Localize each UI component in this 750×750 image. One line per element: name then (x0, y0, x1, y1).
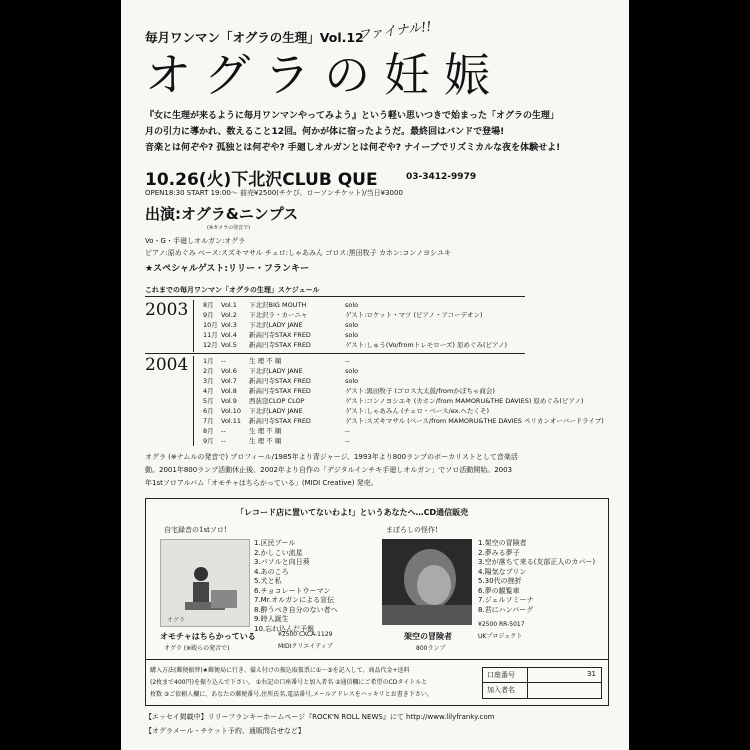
right-label: UKプロジェクト (478, 633, 523, 640)
schedule-row (197, 406, 577, 416)
schedule-rule-mid (145, 353, 525, 354)
schedule-row (197, 436, 577, 446)
schedule-guest: solo (345, 321, 359, 329)
special-guest: ★スペシャルゲスト:リリー・フランキー (145, 264, 309, 274)
track-item: 1.架空の冒険者 (478, 539, 527, 547)
schedule-venue: 生 理 不 順 (249, 357, 282, 365)
intro-line-2: 月の引力に導かれ、数えること12回。何かが体に宿ったようだ。最終回はバンドで登場! (145, 127, 505, 137)
year-2003: 2003 (145, 300, 189, 320)
performers-heading: 出演:オグラ&ニンプス (145, 205, 299, 223)
svg-text:オグラ: オグラ (167, 617, 185, 624)
left-price: ¥2500 CXCA-1129 (278, 631, 333, 638)
ticket-info: OPEN18:30 START 19:00〜 前売¥2500(チケぴ、ローソンチケット)/当日¥3000 (145, 189, 403, 197)
order-line-2: (2枚まで400円)を振り込んで下さい。 ①右記の口座番号と加入者名 ②通信欄にご希望のCDタイトルと (150, 679, 428, 686)
schedule-row (197, 340, 577, 350)
schedule-month: 3月 (203, 377, 214, 385)
schedule-guest: -- (345, 357, 350, 365)
schedule-month: 9月 (203, 437, 214, 445)
account-label: 口座番号 (487, 671, 515, 679)
left-caption: 自宅録音の1stソロ! (164, 526, 227, 534)
portrait-cover-icon (382, 539, 472, 625)
schedule-venue: 生 理 不 順 (249, 427, 282, 435)
left-artist: オグラ (※殿らの発音で) (164, 645, 230, 652)
schedule-row (197, 330, 577, 340)
members-line-2: ピアノ:原めぐみ ベース:スズキマサル チェロ:しゃあみん ゴロス:黒田牧子 カホン:コンノヨシユキ (145, 249, 451, 257)
schedule-row (197, 376, 577, 386)
schedule-guest: solo (345, 377, 359, 385)
schedule-row (197, 396, 584, 406)
track-item: 3.パソルと向日葵 (254, 558, 310, 566)
track-item: 4.陽気なプリン (478, 567, 527, 576)
track-item: 10.忘れ込んだ予報 (254, 624, 315, 633)
schedule-row (197, 386, 577, 396)
event-date-venue: 10.26(火)下北沢CLUB QUE (145, 170, 378, 190)
album-cover-art-icon (161, 540, 249, 626)
schedule-vol: -- (221, 437, 226, 445)
schedule-guest: -- (345, 427, 350, 435)
schedule-vol: Vol.1 (221, 301, 237, 309)
year-2003-bracket (193, 300, 194, 352)
schedule-vol: Vol.10 (221, 407, 242, 415)
left-album-title: オモチャはちらかっている (160, 632, 256, 641)
schedule-venue: 新高円寺STAX FRED (249, 377, 311, 385)
schedule-venue: 下北沢ラ・カーニャ (249, 311, 308, 319)
schedule-row (197, 310, 577, 320)
schedule-venue: 下北沢LADY JANE (249, 407, 303, 415)
schedule-vol: Vol.4 (221, 331, 237, 339)
schedule-vol: Vol.9 (221, 397, 237, 405)
track-item: 4.あのころ (254, 567, 289, 576)
account-number: 31 (587, 670, 596, 678)
schedule-guest: ゲスト:しゃあみん (チェロ・ベース/ex.へたくそ) (345, 407, 490, 415)
track-item: 1.区民プール (254, 539, 296, 547)
schedule-month: 9月 (203, 311, 214, 319)
schedule-vol: Vol.6 (221, 367, 237, 375)
order-divider (146, 659, 608, 660)
schedule-guest: ゲスト:黒田牧子 (ゴロス大太鼓/fromかぼちゃ商会) (345, 387, 495, 395)
schedule-venue: 新高円寺STAX FRED (249, 387, 311, 395)
schedule-guest: ゲスト:ロケット・マツ (ピアノ・アコーデオン) (345, 311, 483, 319)
series-line: 毎月ワンマン「オグラの生理」Vol.12 (145, 30, 364, 45)
right-album-cover (382, 539, 472, 625)
track-item: 2.かしこい流星 (254, 548, 303, 557)
track-item: 5.犬と私 (254, 577, 282, 585)
schedule-month: 8月 (203, 301, 214, 309)
account-row-rule (483, 682, 601, 683)
track-item: 5.30代の挫折 (478, 577, 522, 585)
track-item: 7.ジェルソミーナ (478, 596, 534, 604)
schedule-row (197, 300, 577, 310)
schedule-month: 5月 (203, 397, 214, 405)
cd-box-header: 「レコード店に置いてないわよ!」というあなたへ…CD通信販売 (236, 508, 469, 517)
schedule-vol: Vol.7 (221, 377, 237, 385)
schedule-vol: Vol.8 (221, 387, 237, 395)
cd-order-box (145, 498, 609, 706)
schedule-row (197, 426, 577, 436)
schedule-vol: -- (221, 427, 226, 435)
right-artist: 800ランプ (416, 645, 446, 652)
track-item: 6.チョコレートウーマン (254, 586, 331, 595)
track-item: 9.時人誕生 (254, 615, 289, 623)
schedule-2003 (197, 300, 577, 352)
profile-line-2: 動。2001年800ランプ活動休止後、2002年より自作の「デジタルインチキ手廻しオルガン」でソロ活動開始。2003 (145, 466, 513, 474)
schedule-guest: solo (345, 367, 359, 375)
final-label: ファイナル!! (356, 19, 433, 44)
schedule-guest: ゲスト:スズキマサル (ベース/from MAMORU&THE DAVIES ペリカンオーバードライブ) (345, 417, 604, 425)
schedule-guest: -- (345, 437, 350, 445)
schedule-month: 1月 (203, 357, 214, 365)
right-price: ¥2500 RR-5017 (478, 621, 525, 628)
schedule-venue: 新高円寺STAX FRED (249, 331, 311, 339)
schedule-venue: 下北沢LADY JANE (249, 321, 303, 329)
year-2004-bracket (193, 356, 194, 446)
schedule-venue: 新高円寺STAX FRED (249, 417, 311, 425)
track-item: 6.夢の観覧車 (478, 586, 520, 595)
schedule-vol: Vol.5 (221, 341, 237, 349)
schedule-venue: 生 理 不 順 (249, 437, 282, 445)
profile-line-3: 年1stソロアルバム「オモチャはちらかっている」(MIDI Creative) 発売。 (145, 479, 378, 487)
schedule-2004 (197, 356, 604, 448)
schedule-venue: 下北沢BIG MOUTH (249, 301, 307, 309)
schedule-guest: solo (345, 331, 359, 339)
intro-line-1: 『女に生理が来るように毎月ワンマンやってみよう』という軽い思いつきで始まった「オグラの生理」 (145, 111, 559, 121)
schedule-row (197, 356, 577, 366)
schedule-rule-top (145, 296, 525, 297)
track-item: 8.酔うべき自分のない者へ (254, 605, 338, 614)
right-album-title: 架空の冒険者 (404, 632, 452, 641)
schedule-vol: Vol.11 (221, 417, 242, 425)
members-line-1: Vo・G・手廻しオルガン:オグラ (145, 237, 246, 245)
left-label: MIDIクリエイティブ (278, 643, 333, 650)
right-caption: まぼろしの怪作! (386, 526, 438, 534)
track-item: 7.Mr.オルガンによる宣伝 (254, 596, 335, 604)
footer-line-1: 【エッセイ掲載中】リリーフランキーホームページ『ROCK'N ROLL NEWS』にて http://www.lilyfranky.com (145, 713, 495, 721)
intro-line-3: 音楽とは何ぞや? 孤独とは何ぞや? 手廻しオルガンとは何ぞや? ナイーブでリズミカルな夜を体験せよ! (145, 143, 561, 153)
track-item: 8.君にハンバーグ (478, 605, 534, 614)
performers-note: (※ガメラの発音で) (207, 225, 251, 231)
account-col-rule (527, 668, 528, 698)
schedule-month: 7月 (203, 417, 214, 425)
schedule-month: 11月 (203, 331, 218, 339)
left-tracklist (254, 539, 338, 634)
left-album-cover (160, 539, 250, 627)
schedule-heading: これまでの毎月ワンマン「オグラの生理」スケジュール (145, 286, 320, 294)
order-line-1: 購入方法(郵便振替)★郵便局に行き、備え付けの振込取扱票に①〜③を記入して、商品代金+送料 (150, 667, 410, 674)
schedule-venue: 西荻窪CLOP CLOP (249, 397, 305, 405)
schedule-venue: 新高円寺STAX FRED (249, 341, 311, 349)
schedule-month: 4月 (203, 387, 214, 395)
right-tracklist (478, 539, 595, 615)
schedule-month: 12月 (203, 341, 218, 349)
schedule-guest: solo (345, 301, 359, 309)
schedule-vol: -- (221, 357, 226, 365)
schedule-vol: Vol.3 (221, 321, 237, 329)
schedule-vol: Vol.2 (221, 311, 237, 319)
main-title: オグラの妊娠 (145, 48, 505, 102)
schedule-guest: ゲスト:しゅう(Vo/fromトレモローズ) 原めぐみ(ピアノ) (345, 341, 508, 349)
schedule-guest: ゲスト:コンノヨシユキ (カホン/from MAMORU&THE DAVIES) 原めぐみ(ピアノ) (345, 397, 584, 405)
schedule-row (197, 366, 577, 376)
schedule-month: 10月 (203, 321, 218, 329)
profile-line-1: オグラ (※ナムルの発音で) プロフィール/1985年より青ジャージ、1993年より800ランプのボーカリストとして音楽活 (145, 453, 518, 461)
subscriber-label: 加入者名 (487, 686, 515, 694)
schedule-month: 8月 (203, 427, 214, 435)
account-table (482, 667, 602, 699)
schedule-month: 6月 (203, 407, 214, 415)
schedule-month: 2月 (203, 367, 214, 375)
schedule-row (197, 320, 577, 330)
schedule-row (197, 416, 604, 426)
order-line-3: 枚数 ③ご依頼人欄に、あなたの郵便番号,住所氏名,電話番号,メールアドレスをハッキリとお書き下さい。 (150, 691, 433, 698)
flyer (121, 0, 629, 750)
footer-line-2: 【オグラメール・チケット予約、通販問合せなど】 (145, 727, 305, 735)
track-item: 3.空が落ちて来る(友部正人のカバー) (478, 558, 596, 566)
track-item: 2.夢みる夢子 (478, 548, 520, 557)
year-2004: 2004 (145, 355, 189, 375)
event-phone: 03-3412-9979 (406, 172, 477, 182)
schedule-venue: 下北沢LADY JANE (249, 367, 303, 375)
